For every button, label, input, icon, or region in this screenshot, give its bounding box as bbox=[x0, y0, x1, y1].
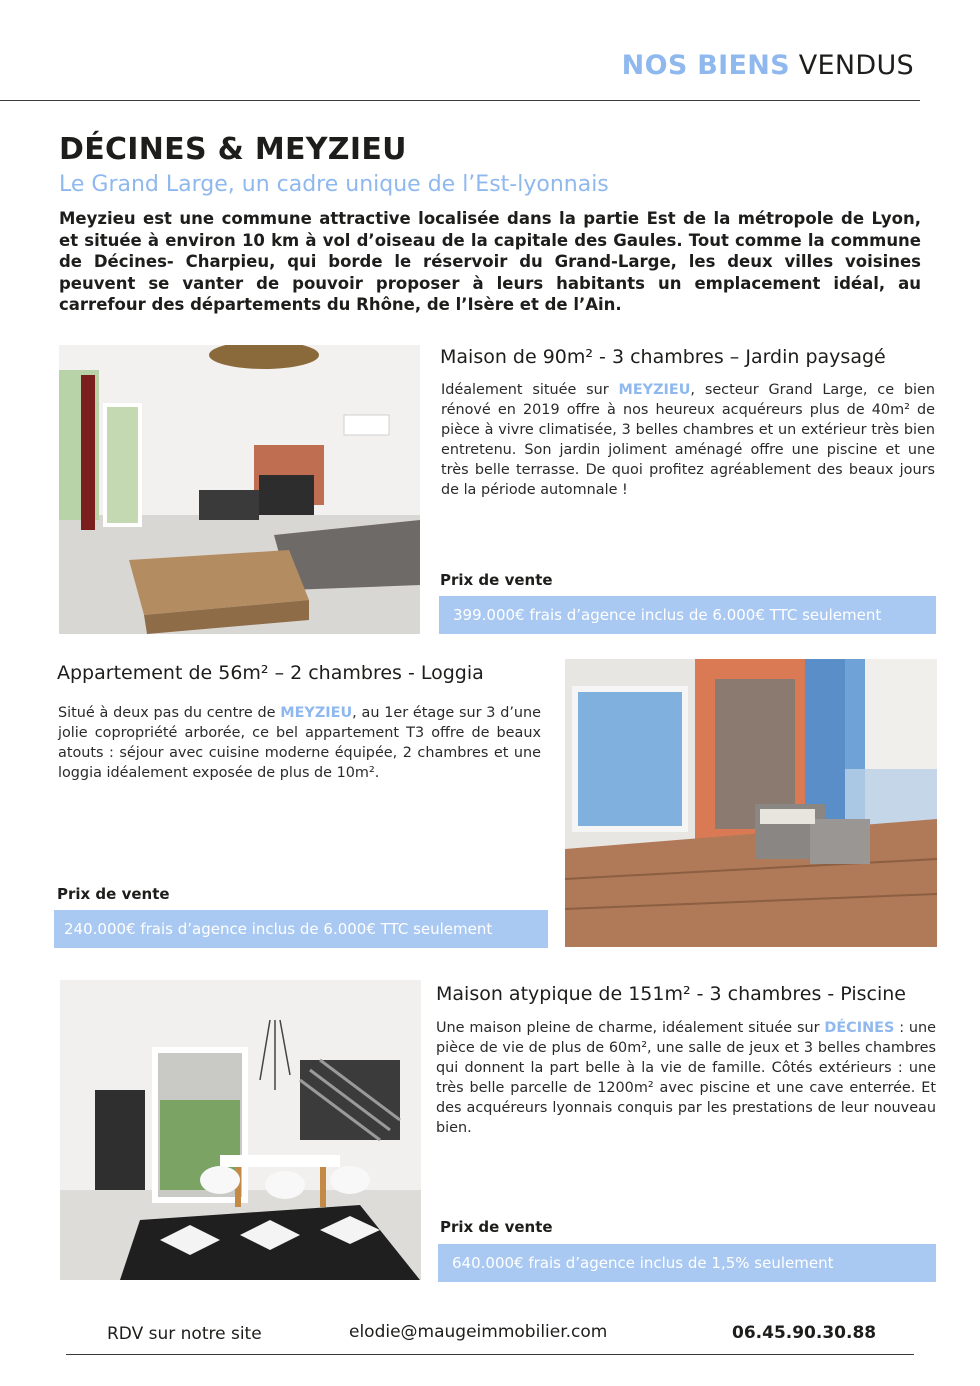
loggia-photo bbox=[565, 659, 937, 947]
property-2-city: MEYZIEU bbox=[280, 705, 353, 721]
property-1-price-label: Prix de vente bbox=[440, 571, 553, 589]
city-heading: DÉCINES & MEYZIEU bbox=[59, 132, 407, 167]
tagline: Le Grand Large, un cadre unique de l’Est-lyonnais bbox=[59, 172, 609, 197]
property-1-desc-after: , secteur Grand Large, ce bien rénové en 2019 offre à nos heureux acquéreurs plus de 40m² de pièce à vivre climatisée, 3 belles chambres et un extérieur très bien entretenu. Son jardin joliment aménagé offre une piscine et une très belle terrasse. De quoi profitez agréablement des beaux jours de la période automnale ! bbox=[441, 382, 936, 499]
property-3-price: 640.000€ frais d’agence inclus de 1,5% seulement bbox=[438, 1244, 936, 1282]
property-2-description bbox=[58, 703, 541, 783]
property-3-title: Maison atypique de 151m² - 3 chambres - Piscine bbox=[436, 983, 906, 1005]
footer-phone[interactable]: 06.45.90.30.88 bbox=[732, 1323, 877, 1343]
property-1-desc-before: Idéalement située sur bbox=[441, 382, 619, 398]
property-3-desc-before: Une maison pleine de charme, idéalement située sur bbox=[436, 1020, 825, 1036]
property-2-desc-after: , au 1er étage sur 3 d’une jolie copropriété arborée, ce bel appartement T3 offre de beaux atouts : séjour avec cuisine moderne équipée, 2 chambres et une loggia idéalement exposée de plus de 10m². bbox=[58, 705, 542, 782]
intro-paragraph: Meyzieu est une commune attractive localisée dans la partie Est de la métropole de Lyon, et située à environ 10 km à vol d’oiseau de la capitale des Gaules. Tout comme la commune de Décines- Charpieu, qui borde le réservoir du Grand-Large, les deux villes voisines peuvent se vanter de pouvoir proposer à leurs habitants un emplacement idéal, au carrefour des départements du Rhône, de l’Isère et de l’Ain. bbox=[59, 209, 921, 314]
footer-email-link[interactable]: elodie@maugeimmobilier.com bbox=[349, 1322, 608, 1342]
property-2-price-label: Prix de vente bbox=[57, 885, 170, 903]
header-rule bbox=[0, 100, 920, 101]
property-2-desc-before: Situé à deux pas du centre de bbox=[58, 705, 281, 721]
footer-cta-link[interactable]: RDV sur notre site bbox=[107, 1324, 262, 1344]
property-2-price: 240.000€ frais d’agence inclus de 6.000€ TTC seulement bbox=[54, 910, 548, 948]
property-2-title: Appartement de 56m² – 2 chambres - Loggia bbox=[57, 662, 484, 684]
property-1-description bbox=[441, 380, 935, 501]
property-3-desc-after: : une pièce de vie de plus de 60m², une salle de jeux et 3 belles chambres qui donnent la part belle à la vie de famille. Côtés extérieurs : une très belle parcelle de 1200m² avec piscine et une cave enterrée. Et des acquéreurs lyonnais conquis par les prestations de leur nouveau bien. bbox=[436, 1020, 937, 1137]
property-1-price: 399.000€ frais d’agence inclus de 6.000€ TTC seulement bbox=[439, 596, 936, 634]
dining-room-photo bbox=[60, 980, 421, 1280]
property-1-title: Maison de 90m² - 3 chambres – Jardin paysagé bbox=[440, 346, 886, 368]
footer-rule bbox=[66, 1354, 914, 1355]
property-1-city: MEYZIEU bbox=[618, 382, 691, 398]
living-room-photo bbox=[59, 345, 420, 634]
header-title-rest: VENDUS bbox=[798, 50, 914, 81]
page-header-title bbox=[622, 50, 914, 81]
header-title-accent: NOS BIENS bbox=[621, 50, 790, 81]
property-3-description bbox=[436, 1018, 936, 1139]
property-3-city: DÉCINES bbox=[824, 1020, 895, 1036]
property-3-price-label: Prix de vente bbox=[440, 1218, 553, 1236]
